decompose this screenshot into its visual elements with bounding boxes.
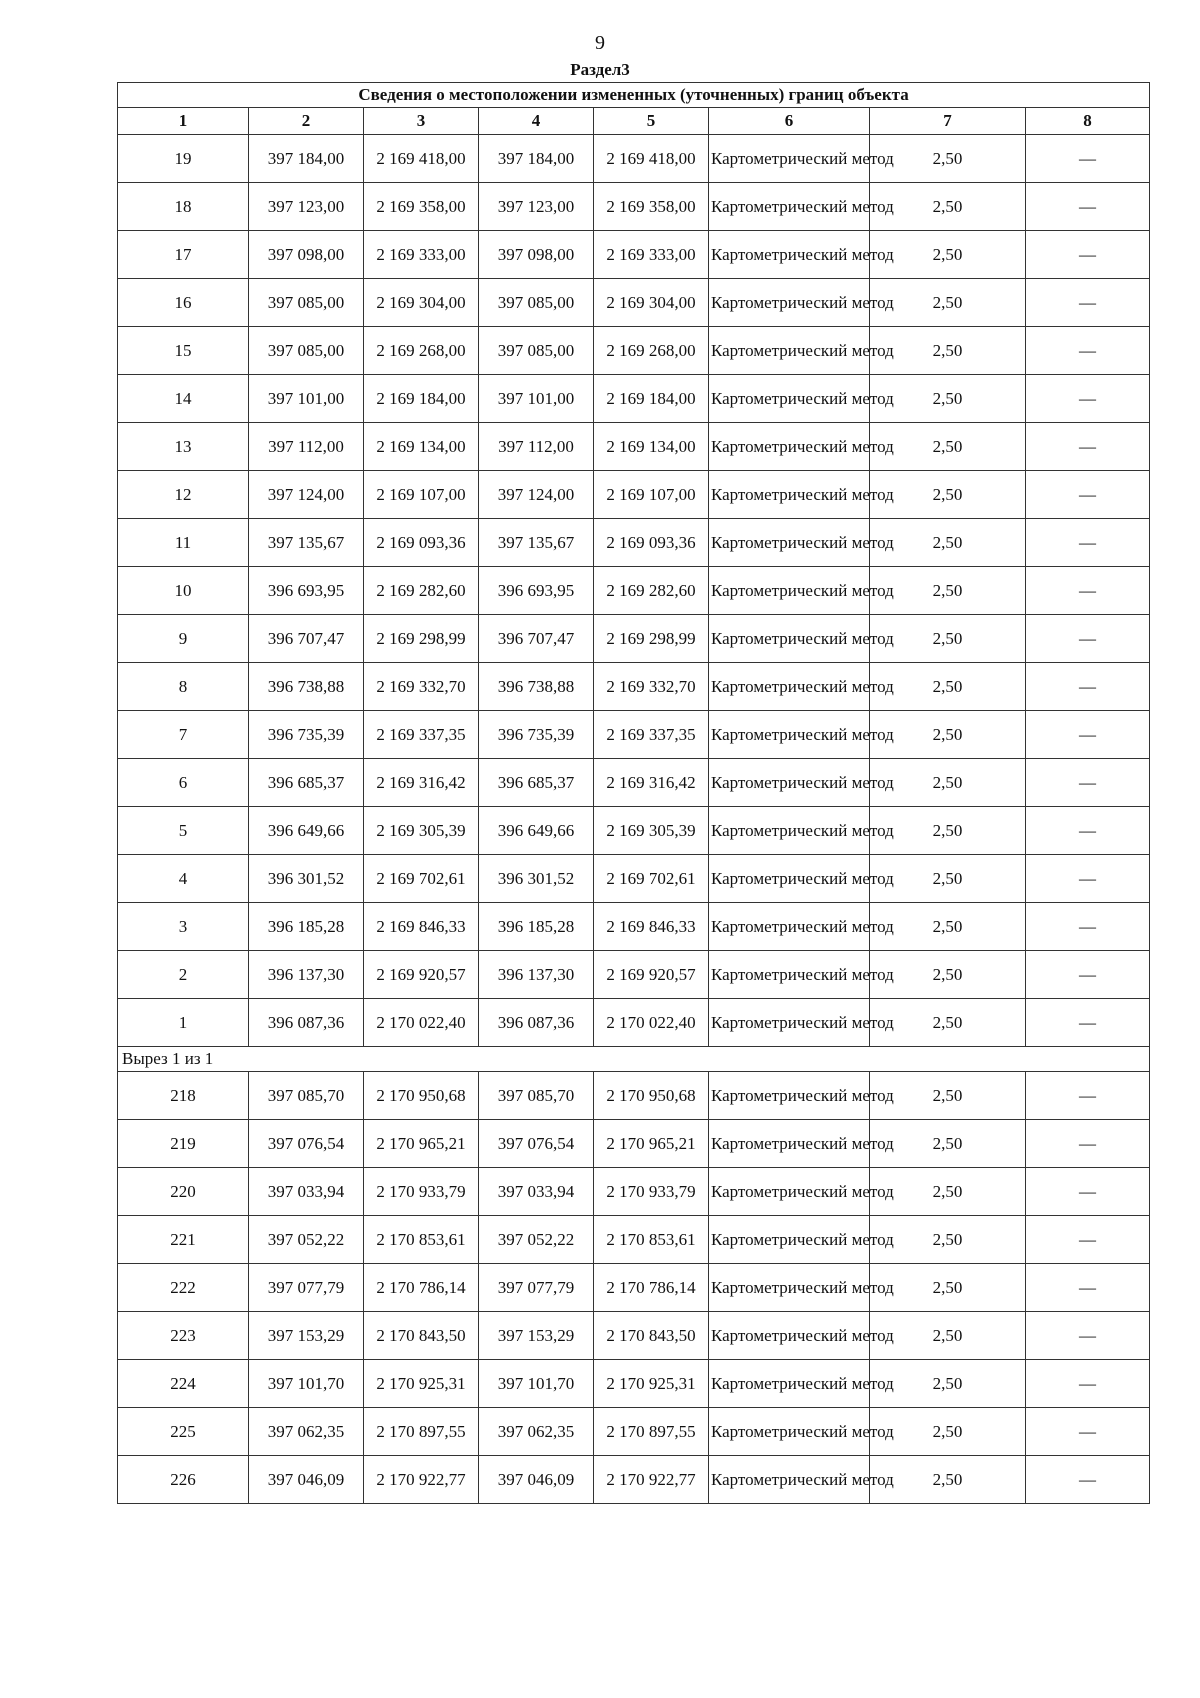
table-cell: 397 112,00 bbox=[479, 423, 594, 471]
table-cell: 2 170 965,21 bbox=[364, 1120, 479, 1168]
table-cell: 2 170 022,40 bbox=[594, 999, 709, 1047]
table-cell: — bbox=[1026, 711, 1150, 759]
table-cell: 2,50 bbox=[870, 903, 1026, 951]
method-cell: Картометрический метод bbox=[709, 615, 870, 663]
table-cell: 225 bbox=[118, 1408, 249, 1456]
table-cell: 396 185,28 bbox=[249, 903, 364, 951]
column-header-row bbox=[118, 108, 1150, 135]
column-header: 5 bbox=[594, 108, 709, 135]
column-header: 6 bbox=[709, 108, 870, 135]
table-cell: 396 707,47 bbox=[249, 615, 364, 663]
table-cell: 2,50 bbox=[870, 231, 1026, 279]
table-caption: Сведения о местоположении измененных (уточненных) границ объекта bbox=[118, 83, 1150, 108]
table-cell: 2 170 933,79 bbox=[364, 1168, 479, 1216]
table-cell: 2,50 bbox=[870, 135, 1026, 183]
table-cell: — bbox=[1026, 999, 1150, 1047]
table-cell: — bbox=[1026, 615, 1150, 663]
table-cell: 396 649,66 bbox=[479, 807, 594, 855]
table-cell: 1 bbox=[118, 999, 249, 1047]
table-cell: 2 170 897,55 bbox=[594, 1408, 709, 1456]
table-row bbox=[118, 519, 1150, 567]
table-cell: 2 169 358,00 bbox=[364, 183, 479, 231]
table-cell: 397 062,35 bbox=[479, 1408, 594, 1456]
table-cell: — bbox=[1026, 759, 1150, 807]
table-cell: 397 062,35 bbox=[249, 1408, 364, 1456]
table-cell: 2 170 965,21 bbox=[594, 1120, 709, 1168]
table-block-2 bbox=[118, 1072, 1150, 1504]
table-cell: 2 169 846,33 bbox=[364, 903, 479, 951]
table-cell: 2,50 bbox=[870, 999, 1026, 1047]
table-row bbox=[118, 1168, 1150, 1216]
table-caption-row bbox=[118, 83, 1150, 108]
table-cell: 3 bbox=[118, 903, 249, 951]
table-cell: 397 085,00 bbox=[479, 279, 594, 327]
table-cell: 396 735,39 bbox=[479, 711, 594, 759]
table-cell: 2 169 702,61 bbox=[594, 855, 709, 903]
table-cell: 396 693,95 bbox=[479, 567, 594, 615]
table-row bbox=[118, 663, 1150, 711]
table-cell: — bbox=[1026, 279, 1150, 327]
table-cell: 2 169 268,00 bbox=[594, 327, 709, 375]
table-cell: 2 169 333,00 bbox=[364, 231, 479, 279]
table-cell: 2 170 925,31 bbox=[364, 1360, 479, 1408]
table-cell: 2,50 bbox=[870, 519, 1026, 567]
table-cell: 397 076,54 bbox=[249, 1120, 364, 1168]
table-cell: 8 bbox=[118, 663, 249, 711]
table-row bbox=[118, 903, 1150, 951]
table-cell: 2,50 bbox=[870, 615, 1026, 663]
table-cell: 2 170 022,40 bbox=[364, 999, 479, 1047]
table-cell: 19 bbox=[118, 135, 249, 183]
table-cell: 2 169 093,36 bbox=[594, 519, 709, 567]
table-cell: 7 bbox=[118, 711, 249, 759]
table-cell: 2 169 316,42 bbox=[364, 759, 479, 807]
table-cell: 397 052,22 bbox=[479, 1216, 594, 1264]
table-cell: 2 170 843,50 bbox=[364, 1312, 479, 1360]
table-cell: — bbox=[1026, 807, 1150, 855]
table-row bbox=[118, 471, 1150, 519]
table-cell: 2,50 bbox=[870, 471, 1026, 519]
table-row bbox=[118, 567, 1150, 615]
table-cell: 397 124,00 bbox=[249, 471, 364, 519]
method-cell: Картометрический метод bbox=[709, 183, 870, 231]
table-cell: — bbox=[1026, 375, 1150, 423]
table-cell: 5 bbox=[118, 807, 249, 855]
table-cell: 2 169 316,42 bbox=[594, 759, 709, 807]
table-cell: 2 169 282,60 bbox=[594, 567, 709, 615]
table-row bbox=[118, 135, 1150, 183]
table-cell: 2 170 950,68 bbox=[594, 1072, 709, 1120]
table-cell: 224 bbox=[118, 1360, 249, 1408]
method-cell: Картометрический метод bbox=[709, 423, 870, 471]
table-cell: 223 bbox=[118, 1312, 249, 1360]
table-cell: 397 123,00 bbox=[249, 183, 364, 231]
table-row bbox=[118, 951, 1150, 999]
table-cell: 226 bbox=[118, 1456, 249, 1504]
table-cell: 397 135,67 bbox=[479, 519, 594, 567]
table-cell: 2 169 093,36 bbox=[364, 519, 479, 567]
table-block-1 bbox=[118, 135, 1150, 1047]
method-cell: Картометрический метод bbox=[709, 903, 870, 951]
table-cell: — bbox=[1026, 855, 1150, 903]
table-cell: 2 169 920,57 bbox=[594, 951, 709, 999]
table-cell: 2,50 bbox=[870, 1360, 1026, 1408]
method-cell: Картометрический метод bbox=[709, 759, 870, 807]
table-cell: 397 077,79 bbox=[479, 1264, 594, 1312]
table-cell: 2,50 bbox=[870, 855, 1026, 903]
method-cell: Картометрический метод bbox=[709, 1072, 870, 1120]
method-cell: Картометрический метод bbox=[709, 1360, 870, 1408]
table-cell: 2 170 786,14 bbox=[364, 1264, 479, 1312]
method-cell: Картометрический метод bbox=[709, 807, 870, 855]
table-cell: 396 137,30 bbox=[249, 951, 364, 999]
table-cell: 2 170 853,61 bbox=[594, 1216, 709, 1264]
table-cell: 2 169 282,60 bbox=[364, 567, 479, 615]
table-cell: 396 735,39 bbox=[249, 711, 364, 759]
table-cell: — bbox=[1026, 1264, 1150, 1312]
table-cell: 13 bbox=[118, 423, 249, 471]
table-cell: 2 169 702,61 bbox=[364, 855, 479, 903]
table-cell: 2,50 bbox=[870, 375, 1026, 423]
table-cell: 2,50 bbox=[870, 1120, 1026, 1168]
table-row bbox=[118, 183, 1150, 231]
table-row bbox=[118, 1072, 1150, 1120]
table-cell: 397 135,67 bbox=[249, 519, 364, 567]
table-cell: 2,50 bbox=[870, 807, 1026, 855]
table-cell: 396 685,37 bbox=[479, 759, 594, 807]
table-row bbox=[118, 711, 1150, 759]
method-cell: Картометрический метод bbox=[709, 951, 870, 999]
table-cell: 2 169 337,35 bbox=[594, 711, 709, 759]
table-cell: 397 052,22 bbox=[249, 1216, 364, 1264]
method-cell: Картометрический метод bbox=[709, 375, 870, 423]
table-cell: 2,50 bbox=[870, 951, 1026, 999]
table-cell: 397 098,00 bbox=[249, 231, 364, 279]
table-cell: — bbox=[1026, 903, 1150, 951]
table-row bbox=[118, 615, 1150, 663]
table-cell: 10 bbox=[118, 567, 249, 615]
table-cell: 397 123,00 bbox=[479, 183, 594, 231]
column-header: 3 bbox=[364, 108, 479, 135]
method-cell: Картометрический метод bbox=[709, 1216, 870, 1264]
table-cell: 12 bbox=[118, 471, 249, 519]
method-cell: Картометрический метод bbox=[709, 711, 870, 759]
method-cell: Картометрический метод bbox=[709, 1120, 870, 1168]
table-cell: 2 170 950,68 bbox=[364, 1072, 479, 1120]
table-cell: 2 169 304,00 bbox=[364, 279, 479, 327]
table-cell: 2 169 298,99 bbox=[594, 615, 709, 663]
table-cell: 2 169 298,99 bbox=[364, 615, 479, 663]
table-cell: 2,50 bbox=[870, 1408, 1026, 1456]
table-cell: 397 046,09 bbox=[479, 1456, 594, 1504]
table-cell: 2 169 337,35 bbox=[364, 711, 479, 759]
table-cell: 397 085,70 bbox=[249, 1072, 364, 1120]
table-cell: 2,50 bbox=[870, 711, 1026, 759]
table-cell: 17 bbox=[118, 231, 249, 279]
table-cell: 2,50 bbox=[870, 1312, 1026, 1360]
table-cell: 396 685,37 bbox=[249, 759, 364, 807]
table-row bbox=[118, 1360, 1150, 1408]
method-cell: Картометрический метод bbox=[709, 231, 870, 279]
table-cell: 396 738,88 bbox=[249, 663, 364, 711]
table-cell: — bbox=[1026, 327, 1150, 375]
subsection-label: Вырез 1 из 1 bbox=[118, 1047, 1150, 1072]
column-header: 2 bbox=[249, 108, 364, 135]
table-cell: 220 bbox=[118, 1168, 249, 1216]
table-cell: 2 169 418,00 bbox=[594, 135, 709, 183]
method-cell: Картометрический метод bbox=[709, 135, 870, 183]
table-cell: 2,50 bbox=[870, 1456, 1026, 1504]
table-cell: 397 085,00 bbox=[479, 327, 594, 375]
table-cell: 2 170 925,31 bbox=[594, 1360, 709, 1408]
table-cell: — bbox=[1026, 567, 1150, 615]
method-cell: Картометрический метод bbox=[709, 855, 870, 903]
table-cell: 2 169 332,70 bbox=[364, 663, 479, 711]
method-cell: Картометрический метод bbox=[709, 327, 870, 375]
table-cell: 2 170 933,79 bbox=[594, 1168, 709, 1216]
table-cell: 14 bbox=[118, 375, 249, 423]
table-cell: 4 bbox=[118, 855, 249, 903]
table-cell: 2 169 134,00 bbox=[364, 423, 479, 471]
table-cell: — bbox=[1026, 471, 1150, 519]
table-cell: 397 101,00 bbox=[479, 375, 594, 423]
table-cell: 396 185,28 bbox=[479, 903, 594, 951]
table-cell: 397 101,00 bbox=[249, 375, 364, 423]
column-header: 8 bbox=[1026, 108, 1150, 135]
table-cell: 2 169 304,00 bbox=[594, 279, 709, 327]
table-cell: 2 169 184,00 bbox=[594, 375, 709, 423]
table-cell: 397 124,00 bbox=[479, 471, 594, 519]
table-cell: 2 169 268,00 bbox=[364, 327, 479, 375]
table-cell: 2,50 bbox=[870, 759, 1026, 807]
table-cell: 18 bbox=[118, 183, 249, 231]
table-row bbox=[118, 1120, 1150, 1168]
table-row bbox=[118, 1312, 1150, 1360]
subsection-row bbox=[118, 1047, 1150, 1072]
table-cell: 2 169 332,70 bbox=[594, 663, 709, 711]
column-header: 1 bbox=[118, 108, 249, 135]
table-cell: 397 076,54 bbox=[479, 1120, 594, 1168]
method-cell: Картометрический метод bbox=[709, 1264, 870, 1312]
table-cell: 2,50 bbox=[870, 1216, 1026, 1264]
table-row bbox=[118, 1216, 1150, 1264]
method-cell: Картометрический метод bbox=[709, 1456, 870, 1504]
table-cell: 396 301,52 bbox=[479, 855, 594, 903]
table-cell: 221 bbox=[118, 1216, 249, 1264]
table-cell: 2,50 bbox=[870, 183, 1026, 231]
method-cell: Картометрический метод bbox=[709, 663, 870, 711]
table-cell: 396 649,66 bbox=[249, 807, 364, 855]
table-cell: 396 738,88 bbox=[479, 663, 594, 711]
table-cell: 2,50 bbox=[870, 567, 1026, 615]
method-cell: Картометрический метод bbox=[709, 1408, 870, 1456]
table-row bbox=[118, 1264, 1150, 1312]
table-cell: 397 101,70 bbox=[479, 1360, 594, 1408]
method-cell: Картометрический метод bbox=[709, 471, 870, 519]
table-cell: 396 693,95 bbox=[249, 567, 364, 615]
table-row bbox=[118, 855, 1150, 903]
method-cell: Картометрический метод bbox=[709, 1168, 870, 1216]
table-cell: 397 153,29 bbox=[479, 1312, 594, 1360]
table-cell: 2,50 bbox=[870, 1168, 1026, 1216]
table-cell: 2,50 bbox=[870, 663, 1026, 711]
table-cell: 218 bbox=[118, 1072, 249, 1120]
method-cell: Картометрический метод bbox=[709, 999, 870, 1047]
table-cell: 2,50 bbox=[870, 1264, 1026, 1312]
section-title: Раздел3 bbox=[570, 60, 630, 79]
column-header: 4 bbox=[479, 108, 594, 135]
table-cell: — bbox=[1026, 1120, 1150, 1168]
table-cell: 222 bbox=[118, 1264, 249, 1312]
table-cell: 397 112,00 bbox=[249, 423, 364, 471]
table-cell: 2,50 bbox=[870, 279, 1026, 327]
table-cell: 11 bbox=[118, 519, 249, 567]
page-number: 9 bbox=[595, 32, 605, 54]
table-cell: 6 bbox=[118, 759, 249, 807]
table-cell: — bbox=[1026, 1408, 1150, 1456]
table-cell: 397 085,00 bbox=[249, 327, 364, 375]
table-cell: 2 169 846,33 bbox=[594, 903, 709, 951]
table-cell: 397 033,94 bbox=[479, 1168, 594, 1216]
table-cell: — bbox=[1026, 1216, 1150, 1264]
table-cell: 2 169 107,00 bbox=[594, 471, 709, 519]
table-cell: 2,50 bbox=[870, 327, 1026, 375]
table-cell: — bbox=[1026, 1312, 1150, 1360]
table-cell: 9 bbox=[118, 615, 249, 663]
table-row bbox=[118, 231, 1150, 279]
table-cell: — bbox=[1026, 663, 1150, 711]
table-cell: 396 301,52 bbox=[249, 855, 364, 903]
table-cell: 396 087,36 bbox=[479, 999, 594, 1047]
method-cell: Картометрический метод bbox=[709, 279, 870, 327]
method-cell: Картометрический метод bbox=[709, 519, 870, 567]
table-cell: 2 170 922,77 bbox=[364, 1456, 479, 1504]
table-cell: 2 170 853,61 bbox=[364, 1216, 479, 1264]
table-cell: 16 bbox=[118, 279, 249, 327]
table-cell: 2 170 786,14 bbox=[594, 1264, 709, 1312]
table-cell: 397 098,00 bbox=[479, 231, 594, 279]
table-row bbox=[118, 1456, 1150, 1504]
table-cell: 2 169 184,00 bbox=[364, 375, 479, 423]
table-cell: 397 153,29 bbox=[249, 1312, 364, 1360]
table-cell: — bbox=[1026, 1360, 1150, 1408]
table-cell: — bbox=[1026, 951, 1150, 999]
table-cell: 2 169 107,00 bbox=[364, 471, 479, 519]
table-cell: 2,50 bbox=[870, 423, 1026, 471]
table-cell: 2,50 bbox=[870, 1072, 1026, 1120]
table-cell: 2 170 897,55 bbox=[364, 1408, 479, 1456]
table-row bbox=[118, 423, 1150, 471]
table-cell: — bbox=[1026, 135, 1150, 183]
table-row bbox=[118, 807, 1150, 855]
table-row bbox=[118, 279, 1150, 327]
table-cell: 2 169 305,39 bbox=[594, 807, 709, 855]
table-cell: 2 169 134,00 bbox=[594, 423, 709, 471]
table-row bbox=[118, 375, 1150, 423]
table-cell: 397 184,00 bbox=[479, 135, 594, 183]
table-cell: — bbox=[1026, 423, 1150, 471]
table-cell: — bbox=[1026, 1168, 1150, 1216]
table-cell: — bbox=[1026, 519, 1150, 567]
table-cell: 397 184,00 bbox=[249, 135, 364, 183]
table-cell: — bbox=[1026, 1456, 1150, 1504]
table-cell: 219 bbox=[118, 1120, 249, 1168]
table-row bbox=[118, 1408, 1150, 1456]
table-cell: 397 085,70 bbox=[479, 1072, 594, 1120]
table-cell: 397 046,09 bbox=[249, 1456, 364, 1504]
table-cell: 2 170 843,50 bbox=[594, 1312, 709, 1360]
table-row bbox=[118, 327, 1150, 375]
table-cell: 2 169 305,39 bbox=[364, 807, 479, 855]
table-cell: — bbox=[1026, 183, 1150, 231]
table-cell: 2 169 418,00 bbox=[364, 135, 479, 183]
table-cell: 2 170 922,77 bbox=[594, 1456, 709, 1504]
table-cell: 397 085,00 bbox=[249, 279, 364, 327]
table-cell: — bbox=[1026, 1072, 1150, 1120]
table-cell: 2 169 920,57 bbox=[364, 951, 479, 999]
coordinates-table bbox=[117, 82, 1150, 1504]
table-cell: 397 077,79 bbox=[249, 1264, 364, 1312]
column-header: 7 bbox=[870, 108, 1026, 135]
table-cell: 396 087,36 bbox=[249, 999, 364, 1047]
table-row bbox=[118, 999, 1150, 1047]
method-cell: Картометрический метод bbox=[709, 567, 870, 615]
table-cell: — bbox=[1026, 231, 1150, 279]
table-cell: 2 bbox=[118, 951, 249, 999]
table-cell: 397 033,94 bbox=[249, 1168, 364, 1216]
table-subsection bbox=[118, 1047, 1150, 1072]
table-cell: 397 101,70 bbox=[249, 1360, 364, 1408]
table-cell: 396 707,47 bbox=[479, 615, 594, 663]
table-row bbox=[118, 759, 1150, 807]
method-cell: Картометрический метод bbox=[709, 1312, 870, 1360]
table-cell: 15 bbox=[118, 327, 249, 375]
table-cell: 2 169 358,00 bbox=[594, 183, 709, 231]
table-cell: 2 169 333,00 bbox=[594, 231, 709, 279]
table-cell: 396 137,30 bbox=[479, 951, 594, 999]
